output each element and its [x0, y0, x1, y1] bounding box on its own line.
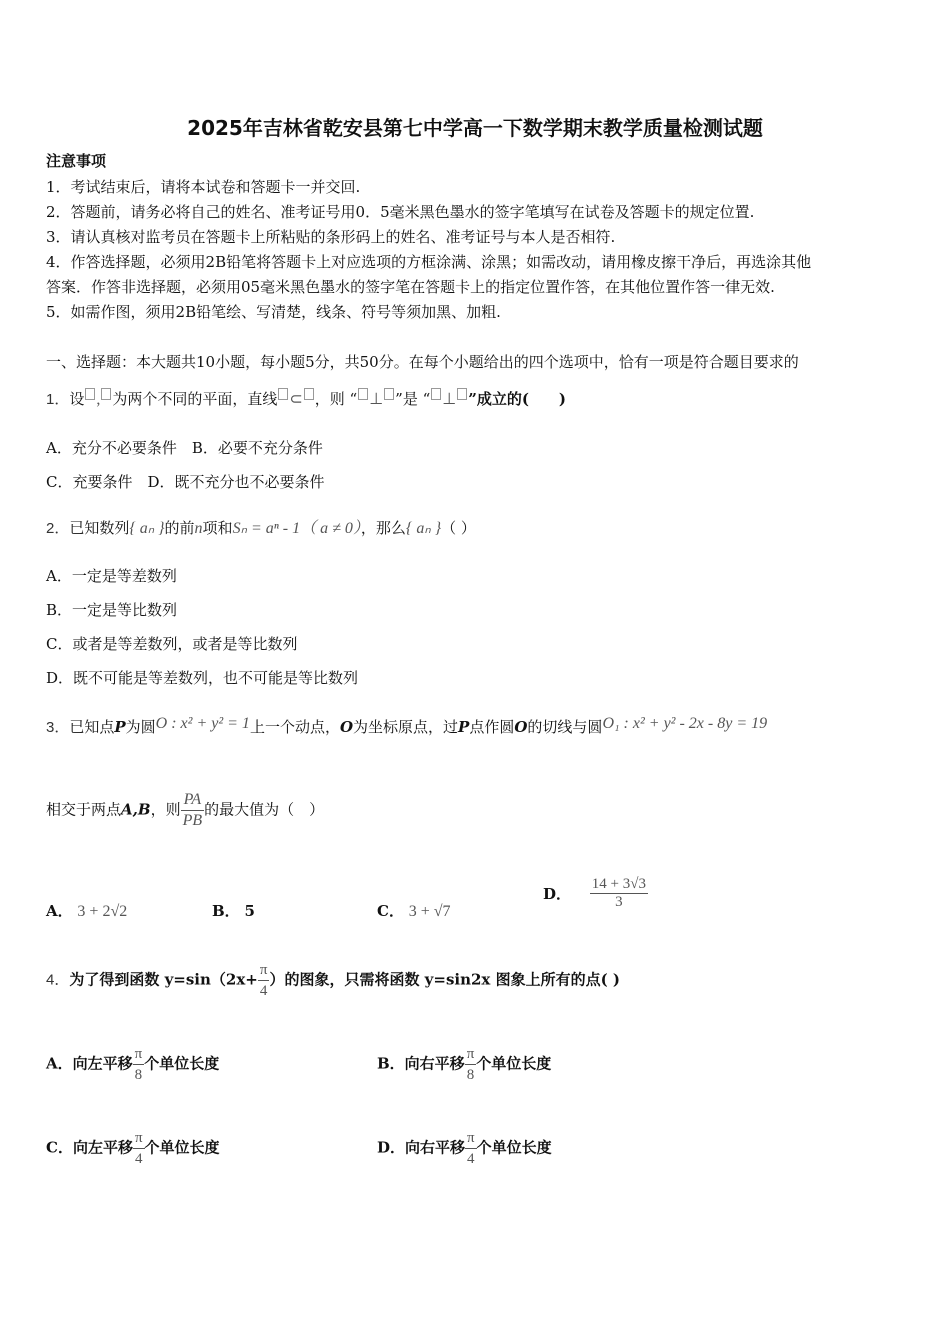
q3-option-d: D． $\frac{14 + 3√3}{3}$ — [543, 876, 646, 910]
question-number: 1． — [46, 391, 70, 408]
q4-option-c: C．向左平移 $\frac{\pi}{4}$ 个单位长度 — [46, 1130, 220, 1167]
question-number: 3． — [46, 719, 70, 736]
q2-option-b: B．一定是等比数列 — [46, 601, 178, 619]
notice-item-3: 3．请认真核对监考员在答题卡上所粘贴的条形码上的姓名、准考证号与本人是否相符. — [46, 228, 616, 246]
sum-formula: Sₙ = aⁿ - 1 — [232, 520, 301, 537]
q4-option-b: B．向右平移 $\frac{\pi}{8}$ 个单位长度 — [377, 1046, 552, 1083]
placeholder-glyph — [85, 388, 95, 400]
q2-option-a: A．一定是等差数列 — [46, 567, 177, 585]
placeholder-glyph — [358, 388, 368, 400]
q2-option-d: D．既不可能是等差数列，也不可能是等比数列 — [46, 669, 359, 687]
q2-option-c: C．或者是等差数列，或者是等比数列 — [46, 635, 298, 653]
notice-item-6: 5．如需作图，须用2B铅笔绘、写清楚，线条、符号等须加黑、加粗. — [46, 303, 501, 321]
q3-option-c: C． 3 + √7 — [377, 902, 451, 920]
q4-option-d: D．向右平移 $\frac{\pi}{4}$ 个单位长度 — [377, 1130, 552, 1167]
sequence-symbol: { aₙ } — [129, 520, 165, 537]
placeholder-glyph — [278, 388, 288, 400]
circle-o-equation: O : x² + y² = 1 — [155, 715, 250, 732]
q3-option-b: B． 5 — [212, 902, 255, 920]
placeholder-glyph — [101, 388, 111, 400]
notice-item-2: 2．答题前，请务必将自己的姓名、准考证号用0．5毫米黑色墨水的签字笔填写在试卷及答题卡的规定位置. — [46, 203, 755, 221]
q3-option-a: A． 3 + 2√2 — [46, 902, 128, 920]
placeholder-glyph — [304, 388, 314, 400]
question-3-cont: 相交于两点A,B，则 $\frac{PA}{PB}$ 的最大值为（ ） — [46, 791, 325, 829]
question-number: 4． — [46, 971, 70, 989]
q1-options-cd: C．充要条件 D．既不充分也不必要条件 — [46, 473, 325, 491]
placeholder-glyph — [384, 388, 394, 400]
placeholder-glyph — [431, 388, 441, 400]
ratio-fraction: $\frac{PA}{PB}$ — [182, 791, 203, 829]
circle-o1-equation: O₁ : x² + y² - 2x - 8y = 19 — [602, 715, 768, 732]
question-number: 2． — [46, 520, 70, 537]
notice-item-4: 4．作答选择题，必须用2B铅笔将答题卡上对应选项的方框涂满、涂黑；如需改动，请用橡皮擦干净后，再选涂其他 — [46, 253, 812, 271]
question-3: 3．已知点P为圆O : x² + y² = 1上一个动点，O为坐标原点，过P点作圆O的切线与圆O₁ : x² + y² - 2x - 8y = 19 — [46, 715, 768, 736]
question-1: 1．设 , 为两个不同的平面，直线 ⊂ ，则 “ ⊥ ”是 “ ⊥ ”成立的( ) — [46, 390, 567, 408]
page-title: 2025年吉林省乾安县第七中学高一下数学期末教学质量检测试题 — [187, 116, 763, 140]
notice-item-5: 答案．作答非选择题，必须用05毫米黑色墨水的签字笔在答题卡上的指定位置作答，在其他位置作答一律无效. — [46, 278, 775, 296]
notice-item-1: 1．考试结束后，请将本试卷和答题卡一并交回. — [46, 178, 361, 196]
section-heading: 一、选择题：本大题共10小题，每小题5分，共50分。在每个小题给出的四个选项中，恰有一项是符合题目要求的 — [46, 353, 799, 371]
question-4: 4．为了得到函数 y=sin（2x+ $\frac{\pi}{4}$ ）的图象，只需将函数 y=sin2x 图象上所有的点( ) — [46, 962, 621, 999]
question-2: 2．已知数列{ aₙ }的前n项和Sₙ = aⁿ - 1（ a ≠ 0），那么{ aₙ }（ ） — [46, 519, 476, 537]
sequence-symbol: { aₙ } — [405, 520, 442, 537]
q1-options-ab: A．充分不必要条件 B．必要不充分条件 — [46, 439, 323, 457]
notice-heading: 注意事项 — [46, 152, 107, 170]
placeholder-glyph — [457, 388, 467, 400]
q4-option-a: A．向左平移 $\frac{\pi}{8}$ 个单位长度 — [46, 1046, 220, 1083]
